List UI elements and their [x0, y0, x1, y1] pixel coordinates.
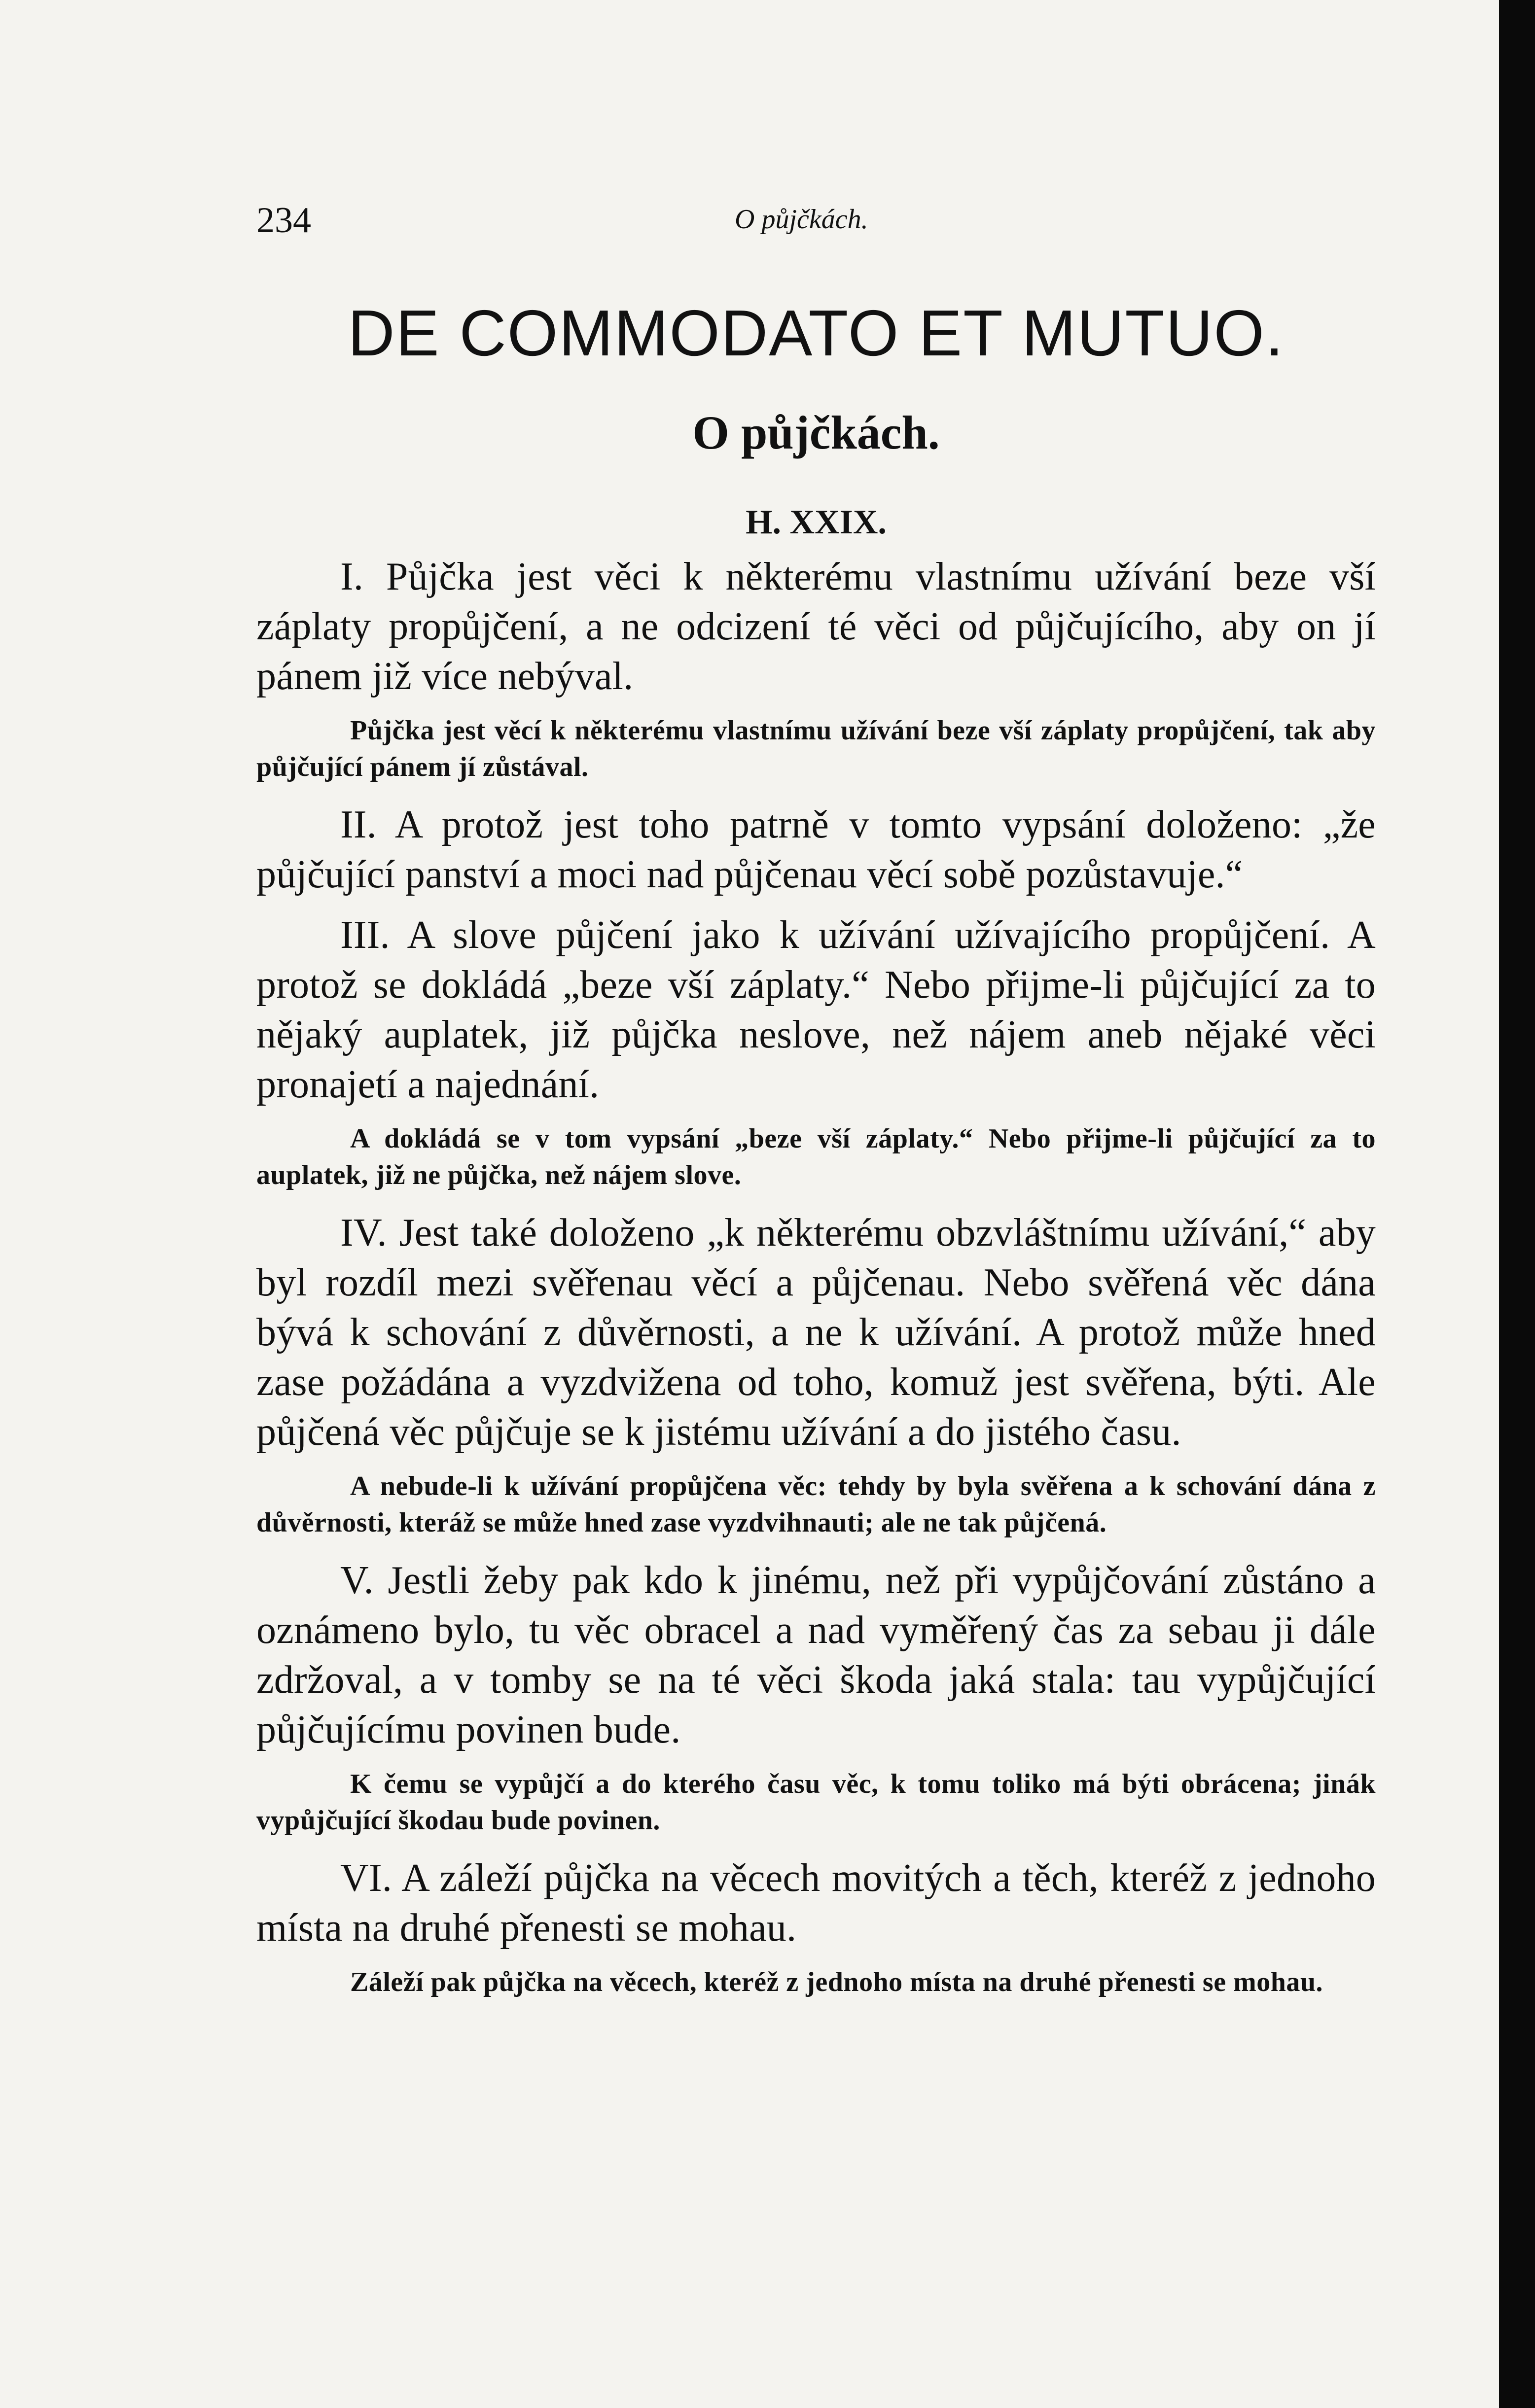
note-1: Půjčka jest věcí k některému vlastnímu užívání beze vší záplaty propůjčení, tak aby půjčující pánem jí zůstával.: [256, 715, 1376, 782]
paragraph-3: III. A slove půjčení jako k užívání užívajícího propůjčení. A protož se dokládá „beze vší záplaty.“ Nebo přijme-li půjčující za to nějaký auplatek, již půjčka neslove, než nájem aneb nějaké věci pronajetí a najednání.: [256, 913, 1376, 1106]
chapter-heading: H. XXIX.: [746, 503, 887, 541]
page-number: 234: [256, 200, 311, 241]
note-3: A dokládá se v tom vypsání „beze vší záplaty.“ Nebo přijme-li půjčující za to auplatek, již ne půjčka, než nájem slove.: [256, 1123, 1376, 1190]
body-text: [256, 552, 1376, 2015]
note-6: Záleží pak půjčka na věcech, kteréž z jednoho místa na druhé přenesti se mohau.: [350, 1967, 1323, 1997]
paragraph-6: VI. A záleží půjčka na věcech movitých a těch, kteréž z jednoho místa na druhé přenesti se mohau.: [256, 1856, 1376, 1950]
paragraph-1: I. Půjčka jest věci k některému vlastnímu užívání beze vší záplaty propůjčení, a ne odcizení té věci od půjčujícího, aby on jí pánem již více nebýval.: [256, 555, 1376, 698]
running-head: O půjčkách.: [735, 204, 868, 235]
note-5: K čemu se vypůjčí a do kterého času věc, k tomu toliko má býti obrácena; jinák vypůjčující škodau bude povinen.: [256, 1769, 1376, 1836]
paragraph-4: IV. Jest také doloženo „k některému obzvláštnímu užívání,“ aby byl rozdíl mezi svěřenau věcí a půjčenau. Nebo svěřená věc dána bývá k schování z důvěrnosti, a ne k užívání. A protož může hned zase požádána a vyzdvižena od toho, komuž jest svěřena, býti. Ale půjčená věc půjčuje se k jistému užívání a do jistého času.: [256, 1211, 1376, 1454]
page-header: [256, 200, 1376, 254]
page-title: DE COMMODATO ET MUTUO.: [348, 297, 1285, 369]
page-subtitle: O půjčkách.: [692, 406, 940, 459]
note-4: A nebude-li k užívání propůjčena věc: tehdy by byla svěřena a k schování dána z důvěrnosti, kteráž se může hned zase vyzdvihnauti; ale ne tak půjčená.: [256, 1471, 1376, 1538]
paragraph-5: V. Jestli žeby pak kdo k jinému, než při vypůjčování zůstáno a oznámeno bylo, tu věc obracel a nad vyměřený čas za sebau ji dále zdržoval, a v tomby se na té věci škoda jaká stala: tau vypůjčující půjčujícímu povinen bude.: [256, 1559, 1376, 1751]
paragraph-2: II. A protož jest toho patrně v tomto vypsání doloženo: „že půjčující panství a moci nad půjčenau věcí sobě pozůstavuje.“: [256, 803, 1376, 896]
